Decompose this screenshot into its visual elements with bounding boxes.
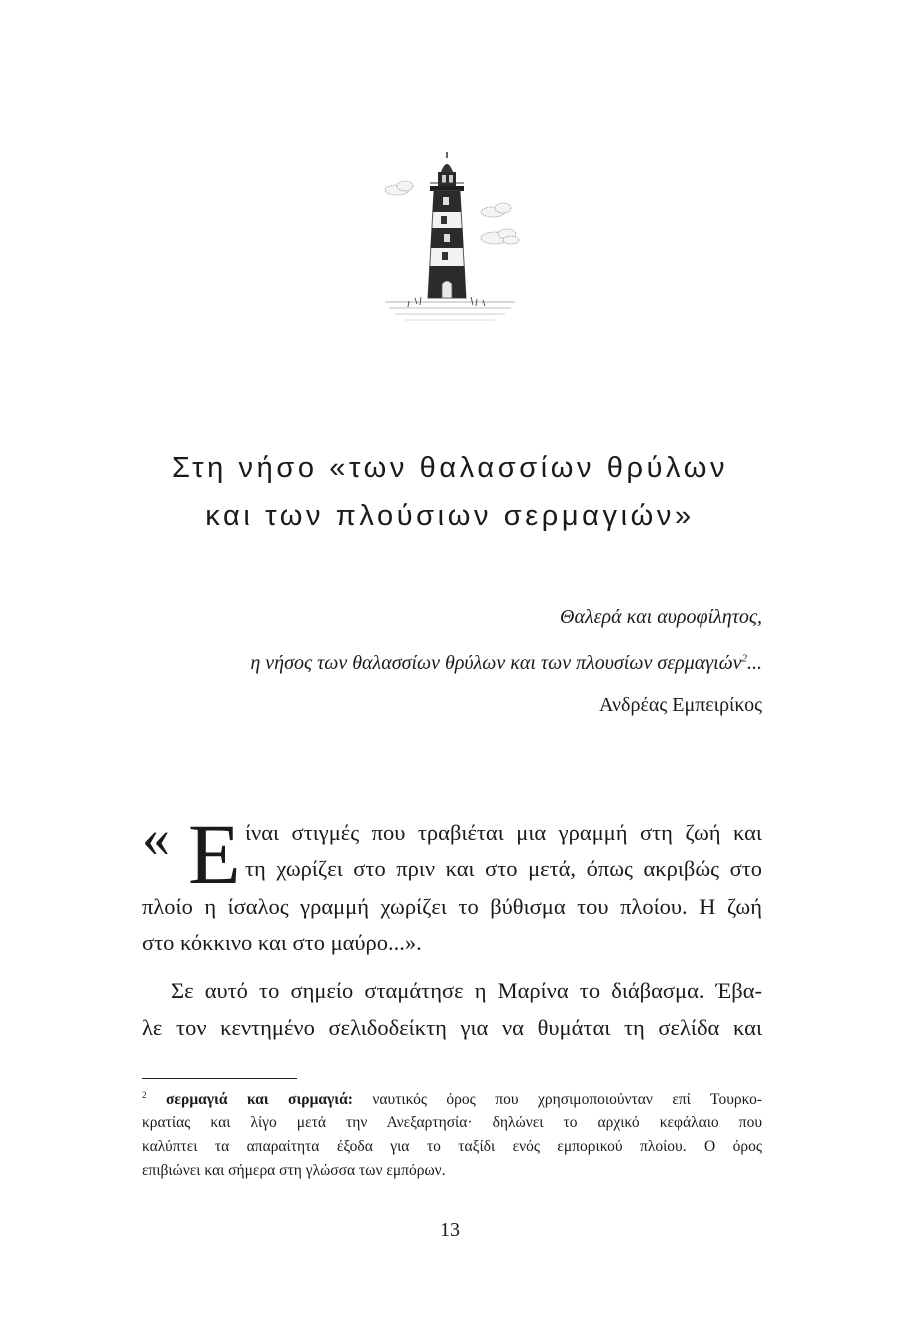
chapter-title-line-2: και των πλούσιων σερμαγιών» xyxy=(205,500,695,532)
opening-guillemet: « xyxy=(142,807,170,869)
paragraph-1-line-1: ίναι στιγμές που τραβιέται μια γραμμή στη ζωή και xyxy=(245,820,762,845)
footnote-line-4: επιβιώνει και σήμερα στη γλώσσα των εμπόρων. xyxy=(142,1162,446,1179)
footnote-reference: 2 xyxy=(741,652,747,665)
lighthouse-illustration xyxy=(375,150,525,330)
paragraph-1-line-3: πλοίο η ίσαλος γραμμή χωρίζει το βύθισμα του πλοίου. Η ζωή xyxy=(142,894,762,919)
page-number: 13 xyxy=(440,1219,460,1241)
footnote-line-1 xyxy=(142,1091,762,1108)
chapter-title-line-1: Στη νήσο «των θαλασσίων θρύλων xyxy=(171,452,729,484)
footnote-line-2: κρατίας και λίγο μετά την Ανεξαρτησία· δηλώνει το αρχικό κεφάλαιο που xyxy=(142,1114,762,1131)
epigraph-line-2 xyxy=(250,652,762,675)
footnote-term: σερμαγιά και σιρμαγιά: xyxy=(165,1091,353,1108)
footnote-divider xyxy=(142,1078,297,1079)
drop-cap: Ε xyxy=(188,806,241,902)
paragraph-2-line-2: λε τον κεντημένο σελιδοδείκτη για να θυμάται τη σελίδα και xyxy=(142,1015,762,1040)
epigraph-line-1: Θαλερά και αυροφίλητος, xyxy=(560,606,762,628)
epigraph-author: Ανδρέας Εμπειρίκος xyxy=(599,694,762,716)
paragraph-1-line-2: τη χωρίζει στο πριν και στο μετά, όπως ακριβώς στο xyxy=(245,856,762,881)
epigraph-ellipsis: ... xyxy=(747,652,762,674)
footnote-number: 2 xyxy=(142,1090,147,1100)
paragraph-1-line-4: στο κόκκινο και στο μαύρο...». xyxy=(142,930,422,955)
footnote-line-3: καλύπτει τα απαραίτητα έξοδα για το ταξίδι ενός εμπορικού πλοίου. Ο όρος xyxy=(142,1138,762,1155)
footnote-line-1-text: ναυτικός όρος που χρησιμοποιούνταν επί Τουρκο- xyxy=(372,1091,762,1108)
epigraph-line-2-text: η νήσος των θαλασσίων θρύλων και των πλουσίων σερμαγιών xyxy=(250,652,742,674)
paragraph-2-line-1: Σε αυτό το σημείο σταμάτησε η Μαρίνα το διάβασμα. Έβα- xyxy=(171,978,762,1003)
